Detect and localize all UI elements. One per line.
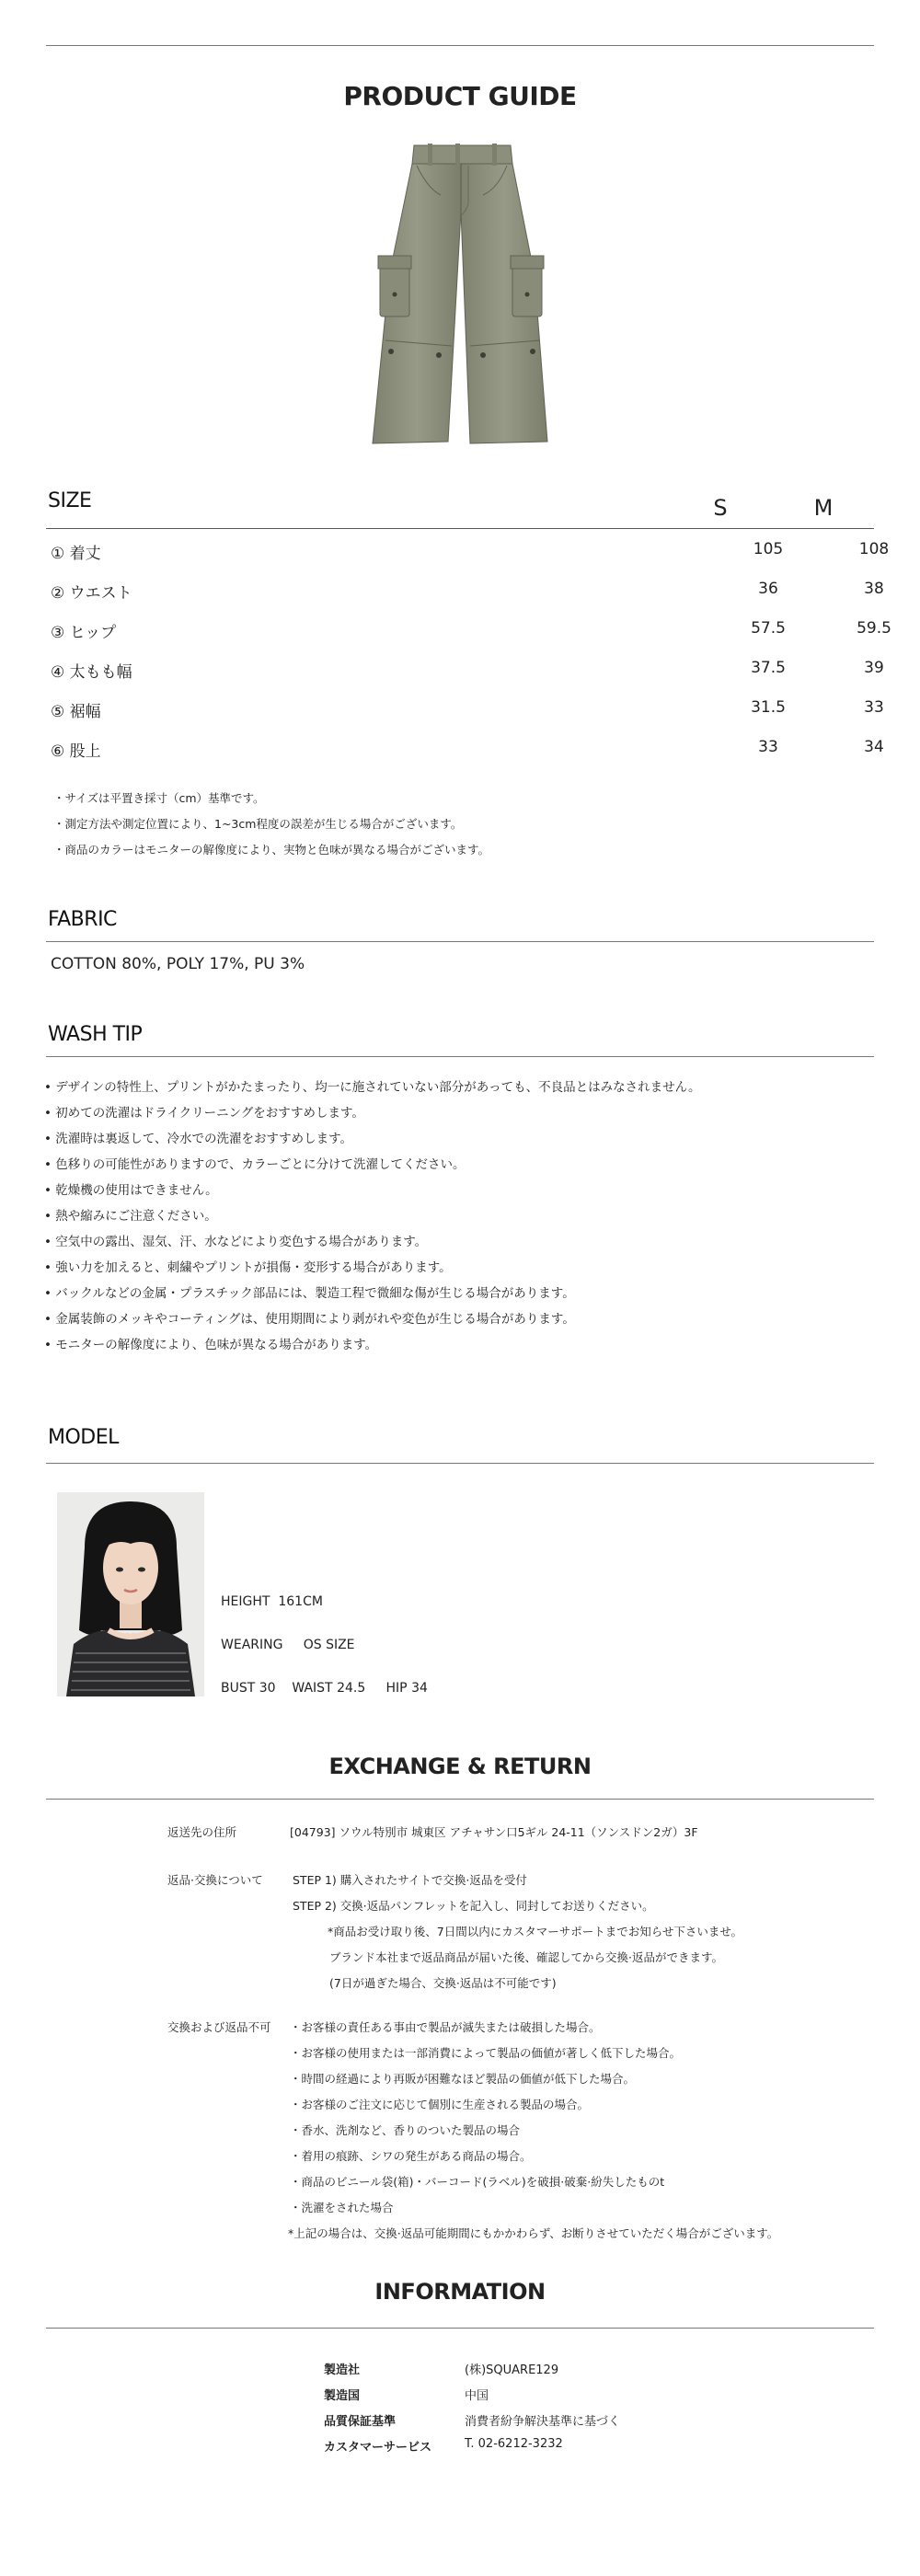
model-hip-value: 34	[411, 1681, 428, 1696]
info-row-value: 消費者紛争解決基準に基づく	[465, 2415, 621, 2429]
non-returnable-item: ・着用の痕跡、シワの発生がある商品の場合。	[290, 2149, 532, 2163]
size-row-label: ⑤ 裾幅	[51, 703, 101, 721]
non-returnable-item: ・お客様の使用または一部消費によって製品の価値が著しく低下した場合。	[290, 2046, 682, 2060]
model-wearing-label: WEARING	[221, 1638, 283, 1652]
model-height	[221, 1594, 323, 1609]
size-note: ・測定方法や測定位置により、1~3cm程度の誤差が生じる場合がございます。	[53, 817, 463, 831]
model-waist-value: 24.5	[337, 1681, 366, 1696]
return-method-line: STEP 1) 購入されたサイトで交換·返品を受付	[293, 1873, 527, 1887]
size-row-s-value: 33	[758, 738, 778, 756]
model-section-title: MODEL	[48, 1426, 119, 1449]
model-wearing	[221, 1638, 355, 1652]
wash-tip-item: • 熱や縮みにご注意ください。	[44, 1209, 217, 1224]
exchange-divider	[46, 1799, 874, 1800]
size-column-s: S	[713, 495, 728, 521]
size-row	[51, 540, 890, 563]
non-returnable-item: ・香水、洗剤など、香りのついた製品の場合	[290, 2123, 521, 2137]
size-row-label: ⑥ 股上	[51, 742, 101, 761]
non-returnable-item: ・時間の経過により再販が困難なほど製品の価値が低下した場合。	[290, 2072, 636, 2086]
size-row	[51, 659, 884, 682]
size-row-m-value: 33	[864, 698, 884, 717]
info-row-label: 品質保証基準	[324, 2415, 397, 2429]
wash-tip-item: • 空気中の露出、湿気、汗、水などにより変色する場合があります。	[44, 1235, 428, 1249]
info-row-value: 中国	[465, 2389, 489, 2403]
wash-section-title: WASH TIP	[48, 1023, 143, 1046]
model-waist-label: WAIST	[292, 1681, 333, 1696]
size-row-s-value: 57.5	[751, 619, 786, 638]
info-row-label: カスタマーサービス	[324, 2441, 432, 2455]
wash-tip-item: • 初めての洗濯はドライクリーニングをおすすめします。	[44, 1106, 364, 1121]
return-method-line: (7日が過ぎた場合、交換·返品は不可能です)	[329, 1976, 557, 1990]
product-image	[363, 138, 557, 451]
non-returnable-item: ・商品のビニール袋(箱)・バーコード(ラベル)を破損·破棄·紛失したものt	[290, 2175, 665, 2189]
info-row-label: 製造国	[324, 2389, 361, 2403]
fabric-composition: COTTON 80%, POLY 17%, PU 3%	[51, 955, 305, 973]
cargo-pants-illustration	[363, 138, 557, 451]
size-row	[51, 698, 884, 721]
size-row	[51, 580, 884, 603]
model-measurements	[221, 1681, 428, 1696]
size-note: ・サイズは平置き採寸（cm）基準です。	[53, 791, 265, 805]
fabric-divider	[46, 941, 874, 942]
return-address-value: [04793] ソウル特別市 城東区 アチャサン口5ギル 24-11（ソンスドン2ガ）3F	[290, 1825, 698, 1839]
size-row-m-value: 39	[864, 659, 884, 677]
size-row	[51, 738, 884, 761]
exchange-footnote: *上記の場合は、交換·返品可能期間にもかかわらず、お断りさせていただく場合がございます。	[288, 2226, 779, 2240]
wash-tip-item: • 強い力を加えると、刺繍やプリントが損傷・変形する場合があります。	[44, 1260, 452, 1275]
model-bust-label: BUST	[221, 1681, 256, 1696]
size-note: ・商品のカラーはモニターの解像度により、実物と色味が異なる場合がございます。	[53, 843, 490, 857]
wash-tip-item: • デザインの特性上、プリントがかたまったり、均一に施されていない部分があっても、不良品とはみなされません。	[44, 1080, 701, 1095]
size-row-label: ② ウエスト	[51, 584, 132, 603]
size-row-s-value: 105	[753, 540, 784, 558]
info-row-value: (株)SQUARE129	[465, 2363, 559, 2377]
top-divider	[46, 45, 874, 46]
info-row-label: 製造社	[324, 2363, 361, 2377]
size-row-m-value: 59.5	[857, 619, 891, 638]
size-divider	[46, 528, 874, 529]
size-row-s-value: 37.5	[751, 659, 786, 677]
model-hip-label: HIP	[385, 1681, 408, 1696]
return-method-line: ブランド本社まで返品商品が届いた後、確認してから交換·返品ができます。	[329, 1950, 723, 1964]
wash-tip-item: • 洗濯時は裏返して、冷水での洗濯をおすすめします。	[44, 1132, 353, 1146]
size-row	[51, 619, 891, 642]
size-section-title: SIZE	[48, 489, 92, 512]
exchange-section-title: EXCHANGE & RETURN	[328, 1754, 592, 1779]
size-row-m-value: 34	[864, 738, 884, 756]
model-photo	[57, 1492, 204, 1696]
wash-tip-item: • 金属装飾のメッキやコーティングは、使用期間により剥がれや変色が生じる場合があります。	[44, 1312, 575, 1327]
size-row-label: ③ ヒップ	[51, 624, 117, 642]
wash-tip-item: • 色移りの可能性がありますので、カラーごとに分けて洗濯してください。	[44, 1157, 466, 1172]
model-divider	[46, 1463, 874, 1464]
information-section-title: INFORMATION	[374, 2279, 546, 2305]
size-row-s-value: 36	[758, 580, 778, 598]
non-returnable-label: 交換および返品不可	[167, 2020, 271, 2034]
model-height-value: 161CM	[278, 1594, 323, 1609]
return-method-line: *商品お受け取り後、7日間以内にカスタマーサポートまでお知らせ下さいませ。	[328, 1925, 742, 1938]
model-wearing-value: OS SIZE	[303, 1638, 355, 1652]
return-method-line: STEP 2) 交換·返品パンフレットを記入し、同封してお送りください。	[293, 1899, 654, 1913]
model-bust-value: 30	[259, 1681, 276, 1696]
size-row-label: ④ 太もも幅	[51, 663, 132, 682]
size-column-m: M	[813, 495, 834, 521]
size-row-label: ① 着丈	[51, 545, 101, 563]
return-method-label: 返品·交換について	[167, 1873, 263, 1887]
page-title: PRODUCT GUIDE	[343, 81, 577, 111]
non-returnable-item: ・お客様のご注文に応じて個別に生産される製品の場合。	[290, 2098, 590, 2111]
model-portrait-illustration	[57, 1492, 204, 1696]
wash-tip-item: • モニターの解像度により、色味が異なる場合があります。	[44, 1338, 378, 1352]
non-returnable-item: ・洗濯をされた場合	[290, 2201, 394, 2214]
size-row-s-value: 31.5	[751, 698, 786, 717]
wash-tip-item: • 乾燥機の使用はできません。	[44, 1183, 218, 1198]
wash-tip-item: • バックルなどの金属・プラスチック部品には、製造工程で微細な傷が生じる場合があります。	[44, 1286, 575, 1301]
size-row-m-value: 38	[864, 580, 884, 598]
fabric-section-title: FABRIC	[48, 908, 117, 931]
info-row-value: T. 02-6212-3232	[465, 2437, 563, 2451]
return-address-label: 返送先の住所	[167, 1825, 237, 1839]
model-height-label: HEIGHT	[221, 1594, 270, 1609]
wash-divider	[46, 1056, 874, 1057]
non-returnable-item: ・お客様の責任ある事由で製品が滅失または破損した場合。	[290, 2020, 601, 2034]
size-row-m-value: 108	[858, 540, 890, 558]
information-divider	[46, 2328, 874, 2329]
